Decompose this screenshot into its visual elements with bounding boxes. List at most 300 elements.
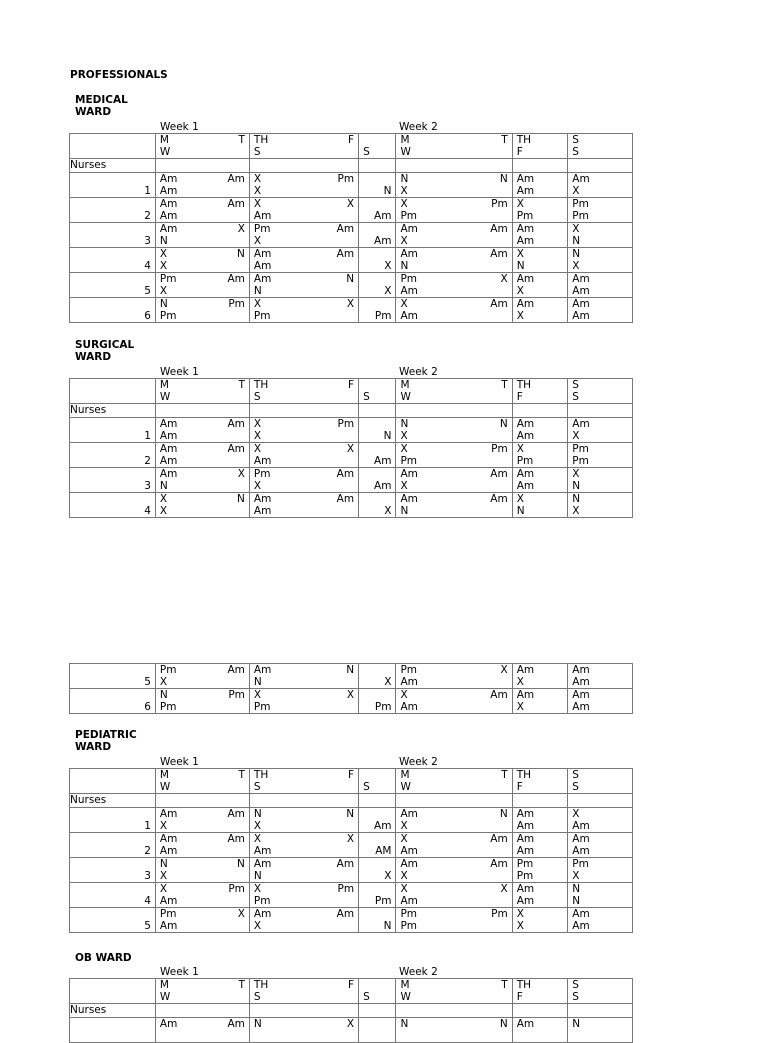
cell-line-bottom: X	[400, 185, 408, 197]
nurse-number	[70, 493, 156, 518]
cell-line-bottom: Pm	[400, 210, 418, 222]
week1-thfs-cell	[249, 883, 358, 908]
header-blank	[70, 379, 156, 404]
medical-schedule-table	[69, 133, 633, 323]
nurses-blank	[249, 1004, 358, 1018]
cell-line-top	[250, 198, 358, 210]
cell-value: Am	[490, 248, 508, 260]
cell-value: X	[253, 298, 262, 310]
nurse-id: 6	[144, 701, 151, 713]
cell-value: N	[400, 418, 409, 430]
nurse-number	[70, 223, 156, 248]
cell-value: N	[253, 1018, 262, 1030]
cell-value: Am	[253, 908, 272, 920]
week2-mtw-cell	[396, 689, 512, 714]
cell-line-top: TH	[516, 979, 531, 991]
cell-line-top	[250, 173, 358, 185]
cell-value: Pm	[491, 443, 508, 455]
nurse-row	[70, 493, 633, 518]
week2-mtw-cell	[396, 908, 512, 933]
surgical-schedule-table	[69, 378, 633, 518]
cell-value: X	[500, 883, 508, 895]
cell-value: Pm	[228, 298, 245, 310]
nurse-number	[70, 908, 156, 933]
cell-value: X	[237, 468, 245, 480]
week1-sun-cell	[359, 223, 396, 248]
cell-line-top	[250, 689, 358, 701]
week1-thfs-cell	[249, 468, 358, 493]
week1-sun-cell	[359, 664, 396, 689]
cell-line-bottom: N	[516, 260, 525, 272]
nurse-id: 3	[144, 870, 151, 882]
cell-value: Pm	[337, 173, 355, 185]
cell-line-top: Am	[572, 908, 590, 920]
cell-value: Pm	[337, 418, 355, 430]
cell-line-bottom: X	[159, 260, 168, 272]
nurse-number	[70, 1018, 156, 1043]
cell-line-top	[396, 248, 511, 260]
cell-value: Am	[374, 210, 392, 222]
header-week1-mtw	[155, 979, 249, 1004]
cell-value: TH	[253, 379, 269, 391]
week2-ss-cell	[568, 858, 633, 883]
cell-line-bottom: Am	[400, 285, 418, 297]
header-week2-thf	[512, 979, 568, 1004]
cell-value: X	[384, 260, 392, 272]
cell-line-bottom: N	[159, 480, 168, 492]
nurses-blank	[568, 794, 633, 808]
week2-ss-cell	[568, 418, 633, 443]
cell-line-bottom: Am	[516, 820, 535, 832]
cell-line-bottom: Am	[572, 676, 590, 688]
cell-line-bottom: Am	[159, 185, 178, 197]
cell-line-top: Am	[516, 273, 535, 285]
cell-line-bottom: Am	[516, 480, 535, 492]
spacer	[359, 883, 395, 895]
spacer	[70, 198, 155, 210]
nurse-id: 3	[144, 235, 151, 247]
cell-value: Am	[227, 1018, 245, 1030]
cell-line-top: TH	[516, 769, 531, 781]
header-week1-thfs	[249, 134, 358, 159]
cell-value: N	[499, 808, 508, 820]
cell-line-top	[250, 908, 358, 920]
header-week2-ss	[568, 769, 633, 794]
nurse-number	[70, 664, 156, 689]
cell-value: Am	[400, 223, 418, 235]
cell-line-top	[156, 443, 249, 455]
cell-line-bottom: Am	[400, 676, 418, 688]
nurse-id: 2	[144, 210, 151, 222]
cell-line-top: Am	[572, 418, 590, 430]
spacer	[359, 273, 395, 285]
spacer	[359, 664, 395, 676]
nurses-blank	[512, 794, 568, 808]
spacer	[359, 808, 395, 820]
spacer	[70, 833, 155, 845]
cell-line-bottom: Am	[516, 185, 535, 197]
cell-value: T	[238, 379, 245, 391]
cell-line-bottom: X	[253, 480, 262, 492]
spacer	[70, 908, 155, 920]
cell-value: Am	[159, 443, 178, 455]
nurse-row	[70, 908, 633, 933]
nurse-number	[70, 173, 156, 198]
cell-line-bottom: Am	[159, 920, 178, 932]
cell-value: M	[400, 134, 410, 146]
week2-mtw-cell	[396, 223, 512, 248]
cell-value: N	[383, 430, 392, 442]
cell-value: T	[238, 769, 245, 781]
nurses-label: Nurses	[70, 1004, 156, 1018]
cell-line-top	[250, 468, 358, 480]
cell-line-bottom: Am	[572, 845, 590, 857]
cell-value: Am	[159, 198, 178, 210]
cell-line-bottom: X	[253, 820, 262, 832]
cell-value: Pm	[159, 664, 177, 676]
week2-mtw-cell	[396, 1018, 512, 1043]
cell-line-bottom: N	[516, 505, 525, 517]
week2-mtw-cell	[396, 468, 512, 493]
cell-line-bottom: X	[572, 185, 580, 197]
cell-line-bottom: W	[400, 991, 411, 1003]
cell-value: X	[346, 833, 355, 845]
spacer	[359, 223, 395, 235]
cell-line-bottom: W	[400, 781, 411, 793]
cell-value: M	[400, 769, 410, 781]
cell-line-bottom: X	[159, 676, 168, 688]
cell-value: Am	[490, 468, 508, 480]
nurses-blank	[359, 404, 396, 418]
cell-value: M	[159, 769, 169, 781]
nurse-row	[70, 468, 633, 493]
cell-value: N	[346, 664, 355, 676]
week2-thf-cell	[512, 418, 568, 443]
cell-value: X	[500, 664, 508, 676]
cell-value: X	[346, 689, 355, 701]
week2-ss-cell	[568, 248, 633, 273]
spacer	[70, 223, 155, 235]
cell-line-top: X	[516, 248, 524, 260]
nurse-id: 2	[144, 455, 151, 467]
cell-line-bottom: N	[400, 505, 409, 517]
cell-value: X	[346, 198, 355, 210]
cell-value: Pm	[228, 689, 245, 701]
cell-line-top	[156, 273, 249, 285]
header-week1-thfs	[249, 769, 358, 794]
week1-mtw-cell	[155, 908, 249, 933]
cell-line-bottom: Am	[516, 895, 535, 907]
ward-title-medical: MEDICAL WARD	[75, 94, 128, 118]
header-week1-sun	[359, 769, 396, 794]
cell-line-top: Am	[572, 298, 590, 310]
cell-line-top	[396, 273, 511, 285]
header-row	[70, 134, 633, 159]
spacer	[70, 468, 155, 480]
cell-line-top	[156, 858, 249, 870]
cell-value: X	[346, 298, 355, 310]
nurse-number	[70, 883, 156, 908]
cell-line-bottom: N	[572, 895, 581, 907]
cell-line-top	[156, 248, 249, 260]
cell-value: N	[346, 273, 355, 285]
cell-line-top	[156, 883, 249, 895]
cell-value: T	[501, 769, 508, 781]
header-week1-sun	[359, 379, 396, 404]
week2-mtw-cell	[396, 833, 512, 858]
cell-value: N	[159, 689, 168, 701]
week2-thf-cell	[512, 833, 568, 858]
cell-value: N	[499, 418, 508, 430]
spacer	[70, 664, 155, 676]
spacer	[359, 858, 395, 870]
cell-line-bottom: W	[400, 146, 411, 158]
nurses-blank	[512, 1004, 568, 1018]
nurse-id: 4	[144, 895, 151, 907]
cell-line-top	[250, 298, 358, 310]
cell-value: N	[383, 920, 392, 932]
nurses-blank	[249, 404, 358, 418]
week1-sun-cell	[359, 858, 396, 883]
cell-line-top	[156, 379, 249, 391]
cell-line-top	[156, 223, 249, 235]
header-week1-thfs	[249, 379, 358, 404]
nurse-id: 1	[144, 430, 151, 442]
cell-line-top	[396, 769, 511, 781]
nurse-row	[70, 223, 633, 248]
nurse-number	[70, 198, 156, 223]
cell-line-top: Pm	[572, 858, 589, 870]
week2-mtw-cell	[396, 883, 512, 908]
header-week2-thf	[512, 379, 568, 404]
week2-ss-cell	[568, 689, 633, 714]
cell-line-top: S	[572, 769, 579, 781]
cell-value: Am	[227, 198, 245, 210]
cell-line-top	[250, 833, 358, 845]
cell-line-bottom: Am	[253, 845, 272, 857]
cell-value: N	[237, 493, 245, 505]
week1-thfs-cell	[249, 443, 358, 468]
week1-mtw-cell	[155, 493, 249, 518]
week2-ss-cell	[568, 883, 633, 908]
week2-mtw-cell	[396, 298, 512, 323]
cell-value: Am	[253, 493, 272, 505]
cell-line-top: X	[516, 908, 524, 920]
nurse-row	[70, 173, 633, 198]
cell-line-bottom: X	[516, 310, 524, 322]
cell-value: TH	[253, 769, 269, 781]
nurse-id: 5	[144, 920, 151, 932]
cell-line-top	[396, 198, 511, 210]
cell-line-bottom: Pm	[159, 701, 177, 713]
week1-label: Week 1	[160, 966, 199, 978]
cell-value: Am	[336, 248, 355, 260]
nurse-row	[70, 298, 633, 323]
cell-value: Am	[227, 418, 245, 430]
spacer	[359, 833, 395, 845]
cell-value: F	[348, 379, 355, 391]
cell-value: Am	[336, 493, 355, 505]
cell-value: X	[346, 1018, 355, 1030]
cell-value: Pm	[337, 883, 355, 895]
cell-line-bottom: X	[516, 701, 524, 713]
week2-ss-cell	[568, 468, 633, 493]
cell-value: X	[253, 173, 262, 185]
ward-title-ob: OB WARD	[75, 952, 132, 964]
nurse-number	[70, 443, 156, 468]
cell-line-top	[396, 173, 511, 185]
cell-line-top	[156, 808, 249, 820]
cell-line-top: X	[516, 493, 524, 505]
week1-mtw-cell	[155, 664, 249, 689]
cell-line-top	[396, 833, 511, 845]
ward-title-pediatric: PEDIATRIC WARD	[75, 729, 137, 753]
cell-line-top: Am	[572, 273, 590, 285]
cell-value: Am	[159, 468, 178, 480]
nurses-label: Nurses	[70, 794, 156, 808]
nurses-row	[70, 404, 633, 418]
cell-line-bottom: Pm	[572, 455, 589, 467]
week2-thf-cell	[512, 664, 568, 689]
cell-value: X	[400, 689, 408, 701]
nurse-row	[70, 883, 633, 908]
week1-mtw-cell	[155, 418, 249, 443]
cell-value: N	[253, 808, 262, 820]
nurses-blank	[512, 404, 568, 418]
cell-line-bottom: W	[159, 146, 171, 158]
cell-line-bottom: Am	[159, 845, 178, 857]
cell-line-top: X	[572, 223, 580, 235]
cell-line-top: Am	[572, 833, 590, 845]
cell-line-bottom: X	[159, 820, 168, 832]
cell-line-top	[250, 418, 358, 430]
cell-value: Am	[227, 173, 245, 185]
week1-sun-cell	[359, 883, 396, 908]
cell-value: Am	[336, 223, 355, 235]
nurse-row	[70, 858, 633, 883]
week2-ss-cell	[568, 298, 633, 323]
week2-ss-cell	[568, 664, 633, 689]
cell-value: Am	[374, 235, 392, 247]
cell-line-bottom: Pm	[253, 701, 271, 713]
ward-title-surgical: SURGICAL WARD	[75, 339, 135, 363]
cell-line-top: Pm	[572, 443, 589, 455]
cell-value: Am	[253, 273, 272, 285]
week1-thfs-cell	[249, 664, 358, 689]
week1-label: Week 1	[160, 756, 199, 768]
nurse-row	[70, 418, 633, 443]
week1-sun-cell	[359, 908, 396, 933]
nurses-blank	[155, 1004, 249, 1018]
nurse-row	[70, 1018, 633, 1043]
cell-line-bottom: Pm	[253, 895, 271, 907]
cell-line-bottom: N	[400, 260, 409, 272]
week1-thfs-cell	[249, 298, 358, 323]
nurse-id: 1	[144, 185, 151, 197]
cell-value: N	[400, 1018, 409, 1030]
cell-line-bottom: S	[253, 391, 261, 403]
cell-line-bottom: X	[516, 920, 524, 932]
week1-sun-cell	[359, 493, 396, 518]
cell-line-bottom: X	[400, 430, 408, 442]
cell-line-bottom: X	[400, 870, 408, 882]
cell-line-top	[156, 908, 249, 920]
cell-line-bottom: Am	[516, 235, 535, 247]
cell-line-bottom: Pm	[516, 870, 534, 882]
cell-line-top	[156, 298, 249, 310]
cell-value: X	[253, 443, 262, 455]
cell-value: Am	[253, 664, 272, 676]
week1-mtw-cell	[155, 273, 249, 298]
cell-line-bottom: X	[572, 870, 580, 882]
week2-label: Week 2	[399, 756, 438, 768]
cell-value: Am	[159, 173, 178, 185]
cell-line-bottom: Am	[159, 430, 178, 442]
cell-line-bottom: Am	[572, 920, 590, 932]
week1-thfs-cell	[249, 689, 358, 714]
spacer	[70, 1018, 155, 1030]
week2-thf-cell	[512, 298, 568, 323]
cell-line-top	[250, 223, 358, 235]
cell-line-top	[156, 833, 249, 845]
cell-line-top: Am	[516, 833, 535, 845]
header-blank	[70, 134, 156, 159]
cell-line-top	[156, 1018, 249, 1030]
cell-line-bottom: Am	[400, 701, 418, 713]
cell-value: N	[159, 858, 168, 870]
cell-line-top: N	[572, 248, 581, 260]
cell-value: X	[159, 883, 168, 895]
cell-line-bottom: W	[400, 391, 411, 403]
header-row	[70, 979, 633, 1004]
nurse-id: 2	[144, 845, 151, 857]
week1-thfs-cell	[249, 248, 358, 273]
week2-ss-cell	[568, 198, 633, 223]
nurses-blank	[396, 794, 512, 808]
spacer	[359, 298, 395, 310]
nurse-number	[70, 808, 156, 833]
cell-value: AM	[375, 845, 392, 857]
week2-mtw-cell	[396, 443, 512, 468]
spacer	[70, 493, 155, 505]
cell-value: Am	[159, 808, 178, 820]
cell-value: X	[237, 223, 245, 235]
spacer	[359, 134, 395, 146]
nurse-number	[70, 468, 156, 493]
cell-value: Pm	[400, 664, 418, 676]
cell-value: T	[238, 134, 245, 146]
cell-line-top: Am	[516, 468, 535, 480]
cell-line-top	[156, 198, 249, 210]
nurses-label: Nurses	[70, 159, 156, 173]
cell-line-top: X	[572, 468, 580, 480]
cell-value: TH	[253, 134, 269, 146]
nurse-id: 4	[144, 260, 151, 272]
cell-value: N	[346, 808, 355, 820]
spacer	[359, 769, 395, 781]
cell-value: Pm	[253, 468, 271, 480]
surgical-schedule-table-continued	[69, 663, 633, 714]
cell-value: Am	[490, 858, 508, 870]
cell-line-bottom: Pm	[516, 210, 534, 222]
cell-value: TH	[253, 979, 269, 991]
week2-thf-cell	[512, 248, 568, 273]
cell-value: Am	[374, 455, 392, 467]
cell-value: X	[346, 443, 355, 455]
nurses-blank	[568, 159, 633, 173]
nurses-blank	[359, 1004, 396, 1018]
nurse-id: 5	[144, 676, 151, 688]
